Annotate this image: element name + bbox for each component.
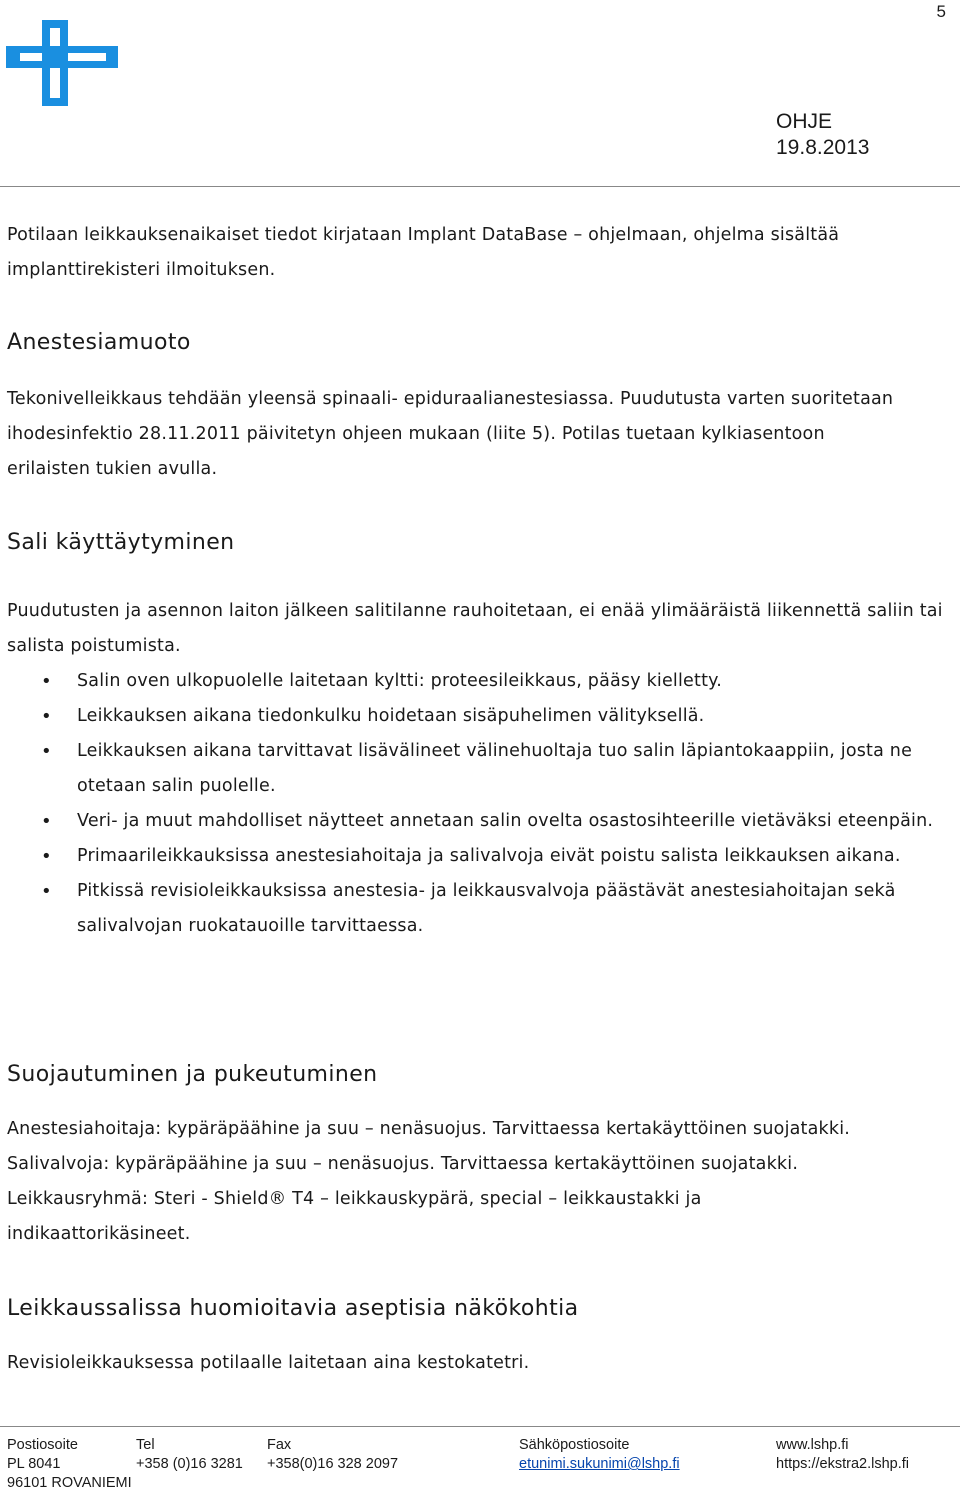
- section-heading-room-behavior: Sali käyttäytyminen: [7, 530, 235, 555]
- footer-fax: [267, 1436, 398, 1474]
- footer-email-label: Sähköpostiosoite: [519, 1437, 630, 1453]
- footer-address-label: Postiosoite: [7, 1437, 78, 1453]
- blue-cross-logo-icon: [6, 20, 118, 106]
- footer-address: [7, 1436, 132, 1493]
- document-date: 19.8.2013: [776, 136, 870, 159]
- aseptic-paragraph: Revisioleikkauksessa potilaalle laitetaan aina kestokatetri.: [7, 1353, 530, 1373]
- footer-email: [519, 1436, 680, 1474]
- footer-fax-label: Fax: [267, 1437, 292, 1453]
- room-behavior-paragraph: Puudutusten ja asennon laiton jälkeen salitilanne rauhoitetaan, ei enää ylimääräistä liikennettä saliin tai salista poistumista.: [7, 601, 943, 656]
- room-behavior-list: [7, 664, 947, 944]
- footer-tel-label: Tel: [136, 1437, 155, 1453]
- footer-tel-value: +358 (0)16 3281: [136, 1456, 243, 1472]
- list-item: • Pitkissä revisioleikkauksissa anestesia- ja leikkausvalvoja päästävät anestesiahoitajan sekä salivalvojan ruokatauoille tarvittaessa.: [7, 874, 947, 944]
- footer-web: [776, 1436, 909, 1474]
- footer-phone: [136, 1436, 243, 1474]
- protection-line-room-supervisor: Salivalvoja: kypäräpäähine ja suu – nenäsuojus. Tarvittaessa kertakäyttöinen suojatakki.: [7, 1154, 799, 1174]
- footer-fax-value: +358(0)16 328 2097: [267, 1456, 399, 1472]
- intro-paragraph: Potilaan leikkauksenaikaiset tiedot kirjataan Implant DataBase – ohjelmaan, ohjelma sisältää implanttirekisteri ilmoituksen.: [7, 225, 840, 280]
- footer-email-link[interactable]: etunimi.sukunimi@lshp.fi: [519, 1456, 680, 1472]
- section-heading-aseptic: Leikkaussalissa huomioitavia aseptisia näkökohtia: [7, 1296, 579, 1321]
- protection-line-anesthesia-nurse: Anestesiahoitaja: kypäräpäähine ja suu – nenäsuojus. Tarvittaessa kertakäyttöinen suojatakki.: [7, 1119, 851, 1139]
- anesthesia-paragraph: Tekonivelleikkaus tehdään yleensä spinaali- epiduraalianestesiassa. Puudutusta varten suoritetaan ihodesinfektio 28.11.2011 päivitetyn ohjeen mukaan (liite 5). Potilas tuetaan kylkiasentoon erilaisten tukien avulla.: [7, 389, 894, 479]
- section-heading-protection: Suojautuminen ja pukeutuminen: [7, 1062, 378, 1087]
- list-item: • Leikkauksen aikana tarvittavat lisävälineet välinehuoltaja tuo salin läpiantokaappiin, josta ne otetaan salin puolelle.: [7, 734, 947, 804]
- page-number: 5: [936, 2, 946, 21]
- list-item: • Veri- ja muut mahdolliset näytteet annetaan salin ovelta osastosihteerille vietäväksi eteenpäin.: [7, 804, 947, 839]
- protection-line-surgical-team: Leikkausryhmä: Steri - Shield® T4 – leikkauskypärä, special – leikkaustakki ja indikaattorikäsineet.: [7, 1189, 702, 1244]
- section-heading-anesthesia: Anestesiamuoto: [7, 330, 191, 355]
- header-divider: [0, 186, 960, 187]
- list-item: • Leikkauksen aikana tiedonkulku hoidetaan sisäpuhelimen välityksellä.: [7, 699, 947, 734]
- footer-web-link[interactable]: https://ekstra2.lshp.fi: [776, 1456, 909, 1472]
- footer-address-line2: 96101 ROVANIEMI: [7, 1475, 132, 1491]
- list-item: • Primaarileikkauksissa anestesiahoitaja ja salivalvoja eivät poistu salista leikkauksen aikana.: [7, 839, 947, 874]
- document-type: OHJE: [776, 110, 833, 133]
- footer-address-line1: PL 8041: [7, 1456, 61, 1472]
- footer-divider: [0, 1426, 960, 1427]
- footer-web-label[interactable]: www.lshp.fi: [776, 1437, 849, 1453]
- list-item: • Salin oven ulkopuolelle laitetaan kyltti: proteesileikkaus, pääsy kielletty.: [7, 664, 947, 699]
